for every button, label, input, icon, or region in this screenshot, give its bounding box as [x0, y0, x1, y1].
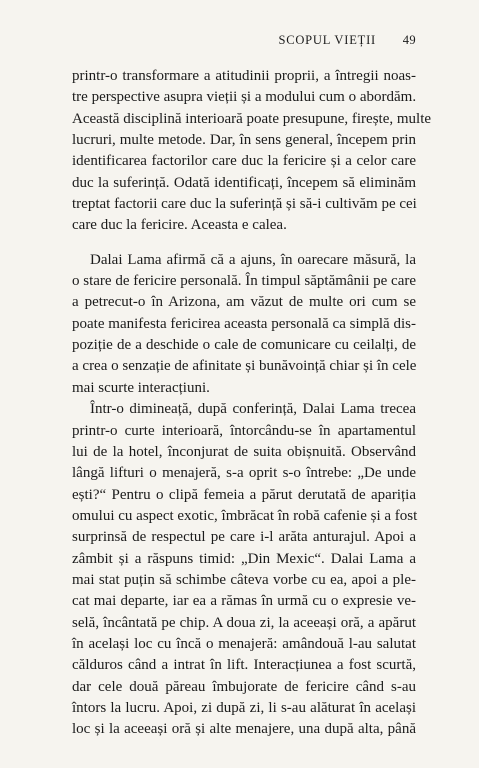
text-line: selă, încântată pe chip. A doua zi, la aceeași oră, a apărut — [72, 614, 416, 631]
paragraph — [72, 399, 416, 741]
text-line: treptat factorii care duc la suferință și să-i cultivăm pe cei — [72, 196, 417, 213]
text-line: zâmbit și a răspuns timid: „Din Mexic“. Dalai Lama a — [72, 550, 416, 567]
text-line: mai stat puțin să schimbe câteva vorbe cu ea, apoi a ple- — [72, 571, 416, 588]
text-line: printr-o curte interioară, întorcându-se în apartamentul — [72, 422, 416, 439]
text-line: poziție de a deschide o cale de comunicare cu ceilalți, de — [72, 337, 416, 354]
text-line: ești?“ Pentru o clipă femeia a părut derutată de apariția — [72, 486, 416, 503]
running-head — [72, 33, 416, 51]
paragraph — [72, 66, 432, 237]
text-line: a crea o senzație de afinitate și bunăvoință chiar și în cele — [72, 358, 417, 375]
text-line: cat mai departe, iar ea a rămas în urmă cu o expresie ve- — [72, 593, 416, 610]
text-line: omului cu aspect exotic, îmbrăcat în robă cafenie și a fost — [72, 507, 418, 524]
page-number: 49 — [402, 33, 416, 47]
text-line: loc și la aceeași oră și alte menajere, una după alta, până — [72, 721, 416, 738]
text-line: în același loc cu încă o menajeră: amândouă l-au salutat — [72, 635, 416, 652]
text-line: lui de la hotel, înconjurat de suita obișnuită. Observând — [72, 443, 416, 460]
text-line: identificarea factorilor care duc la fericire și a celor care — [72, 153, 416, 170]
running-title: SCOPUL VIEȚII — [278, 33, 376, 47]
text-line: călduros când a intrat în lift. Interacțiunea a fost scurtă, — [72, 657, 416, 674]
text-line: surprinsă de respectul pe care i-l arăta anturajul. Apoi a — [72, 529, 416, 546]
text-line: Într-o dimineață, după conferință, Dalai Lama trecea — [90, 401, 416, 418]
text-line: Această disciplină interioară poate presupune, firește, multe — [72, 110, 432, 127]
text-line: lângă lifturi o menajeră, s-a oprit s-o întrebe: „De unde — [72, 465, 416, 482]
text-line: tre perspective asupra vieții și a modului cum o abordăm. — [72, 89, 417, 106]
body-text — [72, 66, 432, 741]
text-line: o stare de fericire personală. În timpul săptămânii pe care — [72, 273, 417, 290]
text-line: întors la lucru. Apoi, zi după zi, li s-au alăturat în același — [72, 699, 416, 716]
text-line: mai scurte interacțiuni. — [72, 379, 210, 396]
text-line: Dalai Lama afirmă că a ajuns, în oarecare măsură, la — [90, 251, 416, 268]
text-line: poate manifesta fericirea aceasta personală ca simplă dis- — [72, 315, 416, 332]
text-line: lucruri, multe metode. Dar, în sens general, începem prin — [72, 132, 416, 149]
text-line: a petrecut-o în Arizona, am văzut de multe ori cum se — [72, 294, 416, 311]
text-line: care duc la fericire. Aceasta e calea. — [72, 217, 287, 234]
paragraph-gap — [72, 237, 416, 250]
text-line: printr-o transformare a atitudinii proprii, a întregii noas- — [72, 68, 416, 84]
paragraph — [72, 250, 416, 399]
text-line: dar cele două păreau îmbujorate de fericire când s-au — [72, 678, 416, 695]
text-line: duc la suferință. Odată identificați, începem să eliminăm — [72, 174, 416, 191]
